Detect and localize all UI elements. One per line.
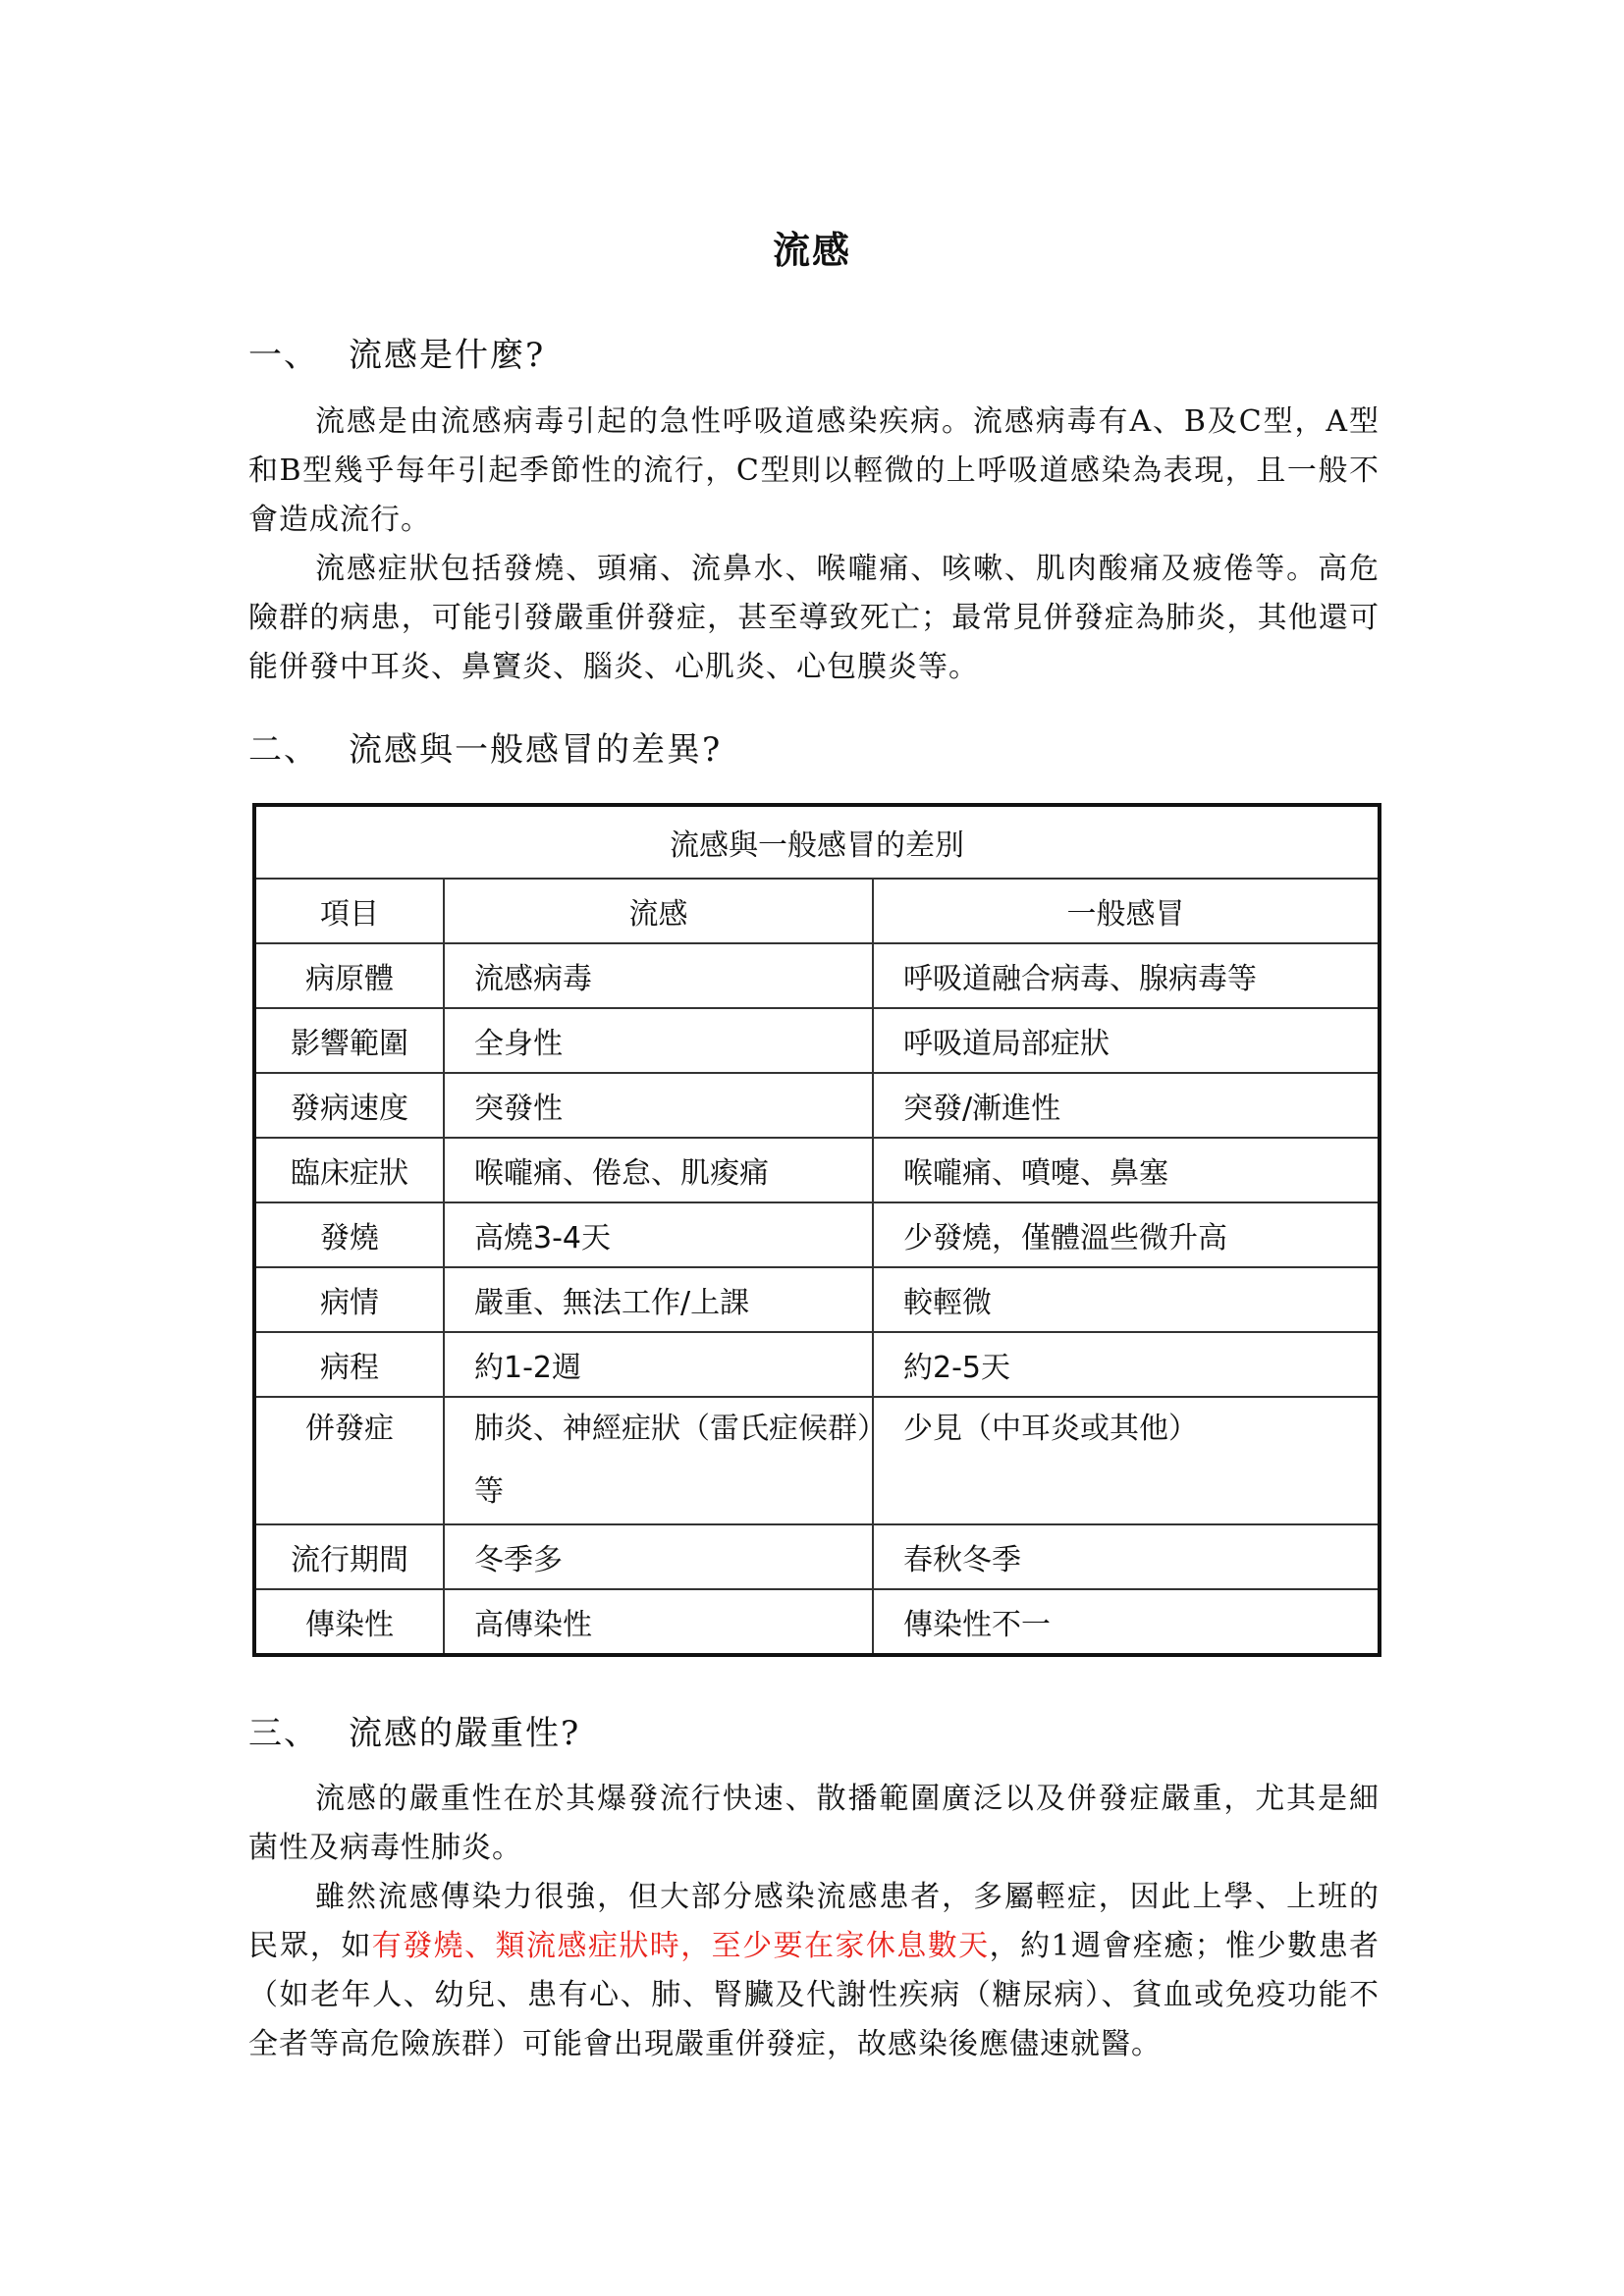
row-cold-cell [873,1524,1380,1589]
table-row [254,1202,1380,1267]
cell-text: 少發燒，僅體溫些微升高 [903,1221,1227,1255]
header-item: 項目 [254,879,444,943]
table-caption: 流感與一般感冒的差別 [254,805,1380,879]
cell-text: 傳染性 [305,1608,394,1642]
row-flu-cell [444,1073,873,1138]
cell-text: 病原體 [305,962,394,996]
paragraph-symptoms: 流感症狀包括發燒、頭痛、流鼻水、喉嚨痛、咳嗽、肌肉酸痛及疲倦等。高危險群的病患，可能引發嚴重併發症，甚至導致死亡；最常見併發症為肺炎，其他還可能併發中耳炎、鼻竇炎、腦炎、心肌炎、心包膜炎等。 [248,552,1380,684]
table-row [254,943,1380,1008]
row-flu-cell [444,1202,873,1267]
cell-text: 發病速度 [291,1092,408,1126]
row-cold-cell [873,1073,1380,1138]
row-cold-cell [873,1008,1380,1073]
cell-text: 發燒 [320,1221,379,1255]
table-row [254,1008,1380,1073]
cell-text: 喉嚨痛、噴嚏、鼻塞 [903,1156,1168,1191]
row-flu-cell [444,1138,873,1202]
cell-text: 高傳染性 [474,1608,592,1642]
cell-text: 全身性 [474,1027,563,1061]
cell-text: 約1-2週 [474,1351,581,1385]
cell-text: 喉嚨痛、倦怠、肌痠痛 [474,1156,769,1191]
cell-text: 高燒3-4天 [474,1221,611,1255]
section-heading-2 [248,722,722,771]
row-cold-cell [873,1397,1380,1524]
table-row [254,1589,1380,1655]
cell-text: 流行期間 [291,1543,408,1577]
row-flu-cell [444,1008,873,1073]
table-caption-row [254,805,1380,879]
cell-text: 嚴重、無法工作/上課 [474,1286,750,1320]
cell-text: 春秋冬季 [903,1543,1021,1577]
row-cold-cell [873,1332,1380,1397]
cell-text: 冬季多 [474,1543,563,1577]
table-row [254,1397,1380,1524]
row-item-cell [254,943,444,1008]
row-cold-cell [873,1267,1380,1332]
row-flu-cell [444,1267,873,1332]
cell-text: 約2-5天 [903,1351,1010,1385]
cell-text: 病程 [320,1351,379,1385]
row-item-cell [254,1589,444,1655]
cell-text: 病情 [320,1286,379,1320]
row-cold-cell [873,1589,1380,1655]
row-flu-cell [444,1332,873,1397]
cell-text: 肺炎、神經症狀（雷氏症候群）等 [474,1412,872,1509]
row-item-cell [254,1138,444,1202]
table-row [254,1138,1380,1202]
row-flu-cell [444,1524,873,1589]
table-row [254,1267,1380,1332]
section-title: 流感的嚴重性? [349,1714,581,1753]
section-number: 二、 [248,730,319,770]
row-cold-cell [873,1202,1380,1267]
row-item-cell [254,1332,444,1397]
row-flu-cell [444,1397,873,1524]
section-heading-1 [248,328,545,376]
cell-text: 呼吸道局部症狀 [903,1027,1110,1061]
cell-text: 臨床症狀 [291,1156,408,1191]
paragraph-severity: 流感的嚴重性在於其爆發流行快速、散播範圍廣泛以及併發症嚴重，尤其是細菌性及病毒性肺炎。 [248,1782,1380,1865]
cell-text: 突發/漸進性 [903,1092,1061,1126]
advice-text: 雖然流感傳染力很強，但大部分感染流感患者，多屬輕症，因此上學、上班的民眾，如 [248,1880,1380,1963]
section-heading-3 [248,1706,580,1754]
table-row [254,1524,1380,1589]
section-title: 流感與一般感冒的差異? [349,730,723,770]
paragraph-advice [248,1873,1380,2069]
row-cold-cell [873,943,1380,1008]
advice-text-end: ，約1週會痊癒；惟少數患者（如老年人、幼兒、患有心、肺、腎臟及代謝性疾病（糖尿病）、貧血或免疫功能不全者等高危險族群）可能會出現嚴重併發症，故感染後應儘速就醫。 [248,1929,1380,2061]
header-flu: 流感 [444,879,873,943]
section-title: 流感是什麼? [349,336,546,375]
row-item-cell [254,1073,444,1138]
header-common-cold: 一般感冒 [873,879,1380,943]
cell-text: 流感病毒 [474,962,592,996]
row-flu-cell [444,1589,873,1655]
row-flu-cell [444,943,873,1008]
comparison-table [252,803,1381,1657]
row-item-cell [254,1267,444,1332]
row-cold-cell [873,1138,1380,1202]
cell-text: 呼吸道融合病毒、腺病毒等 [903,962,1257,996]
table-header-row [254,879,1380,943]
row-item-cell [254,1397,444,1524]
advice-highlight: 有發燒、類流感症狀時，至少要在家休息數天 [371,1929,990,1963]
cell-text: 傳染性不一 [903,1608,1051,1642]
row-item-cell [254,1524,444,1589]
cell-text: 少見（中耳炎或其他） [903,1412,1198,1446]
row-item-cell [254,1008,444,1073]
cell-text: 併發症 [305,1412,394,1446]
paragraph-definition: 流感是由流感病毒引起的急性呼吸道感染疾病。流感病毒有A、B及C型，A型和B型幾乎每年引起季節性的流行，C型則以輕微的上呼吸道感染為表現，且一般不會造成流行。 [248,404,1380,537]
section-number: 三、 [248,1714,319,1753]
cell-text: 較輕微 [903,1286,992,1320]
table-row [254,1073,1380,1138]
cell-text: 突發性 [474,1092,563,1126]
table-row [254,1332,1380,1397]
page-title: 流感 [772,228,851,272]
cell-text: 影響範圍 [291,1027,408,1061]
row-item-cell [254,1202,444,1267]
section-number: 一、 [248,336,319,375]
